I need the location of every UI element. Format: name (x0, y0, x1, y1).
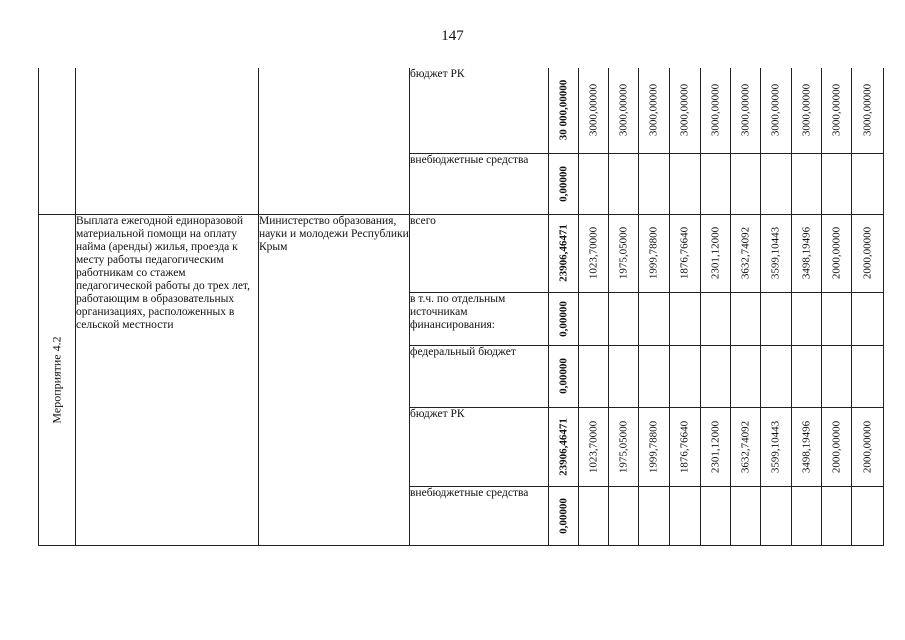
year-cell (852, 153, 884, 214)
total-cell (549, 345, 579, 407)
year-cell (792, 214, 822, 292)
year-value: 2000,00000 (861, 420, 873, 473)
year-value: 3000,00000 (617, 84, 629, 137)
year-cell (609, 68, 639, 153)
year-cell (792, 68, 822, 153)
year-cell (761, 68, 792, 153)
total-cell (549, 407, 579, 486)
year-cell (579, 214, 609, 292)
year-cell (609, 345, 639, 407)
year-cell (579, 486, 609, 545)
year-value: 1975,05000 (617, 226, 629, 280)
year-cell (639, 345, 670, 407)
year-cell (639, 486, 670, 545)
year-cell (609, 407, 639, 486)
year-value: 2301,12000 (709, 226, 721, 280)
year-cell (609, 153, 639, 214)
year-value: 1999,78800 (647, 226, 660, 280)
year-cell (701, 292, 731, 345)
source-cell: бюджет РК (410, 407, 549, 486)
total-value: 0,00000 (557, 300, 569, 337)
year-cell (731, 292, 761, 345)
total-value: 30 000,00000 (557, 80, 569, 141)
total-cell (549, 486, 579, 545)
year-cell (579, 153, 609, 214)
table-row (39, 214, 884, 292)
year-cell (822, 214, 852, 292)
year-cell (579, 407, 609, 486)
measure-executor: Министерство образования, науки и молодежи Республики Крым (259, 214, 410, 545)
year-cell (852, 486, 884, 545)
total-cell (549, 68, 579, 153)
year-cell (792, 292, 822, 345)
year-cell (761, 292, 792, 345)
year-cell (670, 486, 701, 545)
year-cell (670, 345, 701, 407)
year-value: 1023,70000 (587, 420, 599, 473)
budget-table (38, 68, 884, 546)
year-cell (822, 153, 852, 214)
total-value: 0,00000 (557, 358, 569, 394)
year-cell (792, 486, 822, 545)
year-cell (822, 345, 852, 407)
total-value: 0,00000 (557, 165, 569, 202)
year-cell (701, 214, 731, 292)
year-cell (852, 345, 884, 407)
year-value: 3000,00000 (739, 84, 751, 137)
year-value: 3000,00000 (800, 84, 812, 137)
year-value: 3000,00000 (678, 84, 691, 137)
year-cell (761, 407, 792, 486)
year-cell (639, 407, 670, 486)
year-cell (822, 407, 852, 486)
year-cell (792, 153, 822, 214)
measure-label: Мероприятие 4.2 (49, 335, 64, 424)
year-cell (670, 68, 701, 153)
source-cell: всего (410, 214, 549, 292)
year-value: 1975,05000 (617, 420, 629, 473)
year-cell (852, 407, 884, 486)
year-value: 1023,70000 (587, 226, 599, 280)
year-value: 3498,19496 (800, 226, 812, 280)
page-number: 147 (441, 28, 464, 44)
year-cell (701, 153, 731, 214)
year-cell (731, 153, 761, 214)
empty-cell (76, 68, 259, 214)
year-value: 2000,00000 (861, 226, 873, 280)
year-cell (761, 214, 792, 292)
year-cell (761, 345, 792, 407)
year-cell (579, 68, 609, 153)
table-row (39, 68, 884, 153)
source-cell: внебюджетные средства (410, 153, 549, 214)
source-cell: федеральный бюджет (410, 345, 549, 407)
year-cell (731, 68, 761, 153)
total-value: 23906,46471 (557, 417, 569, 476)
year-cell (609, 486, 639, 545)
year-cell (701, 486, 731, 545)
total-cell (549, 153, 579, 214)
year-value: 2000,00000 (830, 420, 842, 473)
year-cell (822, 292, 852, 345)
year-value: 3000,00000 (830, 84, 842, 137)
year-value: 3000,00000 (861, 84, 873, 137)
year-value: 3000,00000 (709, 84, 721, 137)
year-cell (701, 407, 731, 486)
year-cell (670, 292, 701, 345)
year-value: 3599,10443 (769, 420, 782, 473)
year-cell (761, 153, 792, 214)
source-cell: бюджет РК (410, 68, 549, 153)
year-cell (701, 345, 731, 407)
year-cell (639, 292, 670, 345)
year-cell (792, 345, 822, 407)
year-cell (609, 214, 639, 292)
total-value: 0,00000 (557, 497, 569, 534)
year-cell (761, 486, 792, 545)
year-value: 3000,00000 (769, 84, 782, 137)
year-cell (852, 68, 884, 153)
measure-label-cell (39, 214, 76, 545)
total-value: 23906,46471 (557, 224, 569, 282)
empty-cell (39, 68, 76, 214)
year-cell (670, 407, 701, 486)
year-cell (639, 68, 670, 153)
year-cell (822, 68, 852, 153)
total-cell (549, 292, 579, 345)
year-cell (670, 153, 701, 214)
year-cell (731, 345, 761, 407)
year-cell (731, 214, 761, 292)
year-cell (731, 486, 761, 545)
total-cell (549, 214, 579, 292)
year-cell (852, 292, 884, 345)
source-cell: в т.ч. по отдельным источникам финансирования: (410, 292, 549, 345)
year-cell (731, 407, 761, 486)
year-value: 1876,76640 (678, 226, 691, 280)
year-cell (639, 214, 670, 292)
year-value: 3498,19496 (800, 420, 812, 473)
source-cell: внебюджетные средства (410, 486, 549, 545)
year-value: 3000,00000 (647, 84, 660, 137)
year-value: 2301,12000 (709, 420, 721, 473)
year-cell (579, 292, 609, 345)
year-value: 1876,76640 (678, 420, 691, 473)
year-value: 3599,10443 (769, 226, 782, 280)
year-cell (609, 292, 639, 345)
year-cell (822, 486, 852, 545)
measure-description: Выплата ежегодной единоразовой материальной помощи на оплату найма (аренды) жилья, проезда к месту работы педагогическим работникам со стажем педагогической работы до трех лет, работающим в образовательных организациях, расположенных в сельской местности (76, 214, 259, 545)
year-cell (792, 407, 822, 486)
year-value: 3632,74092 (739, 226, 751, 280)
year-cell (670, 214, 701, 292)
year-value: 3000,00000 (587, 84, 599, 137)
year-value: 3632,74092 (739, 420, 751, 473)
year-value: 2000,00000 (830, 226, 842, 280)
empty-cell (259, 68, 410, 214)
year-cell (701, 68, 731, 153)
year-cell (639, 153, 670, 214)
year-cell (852, 214, 884, 292)
year-value: 1999,78800 (647, 420, 660, 473)
year-cell (579, 345, 609, 407)
